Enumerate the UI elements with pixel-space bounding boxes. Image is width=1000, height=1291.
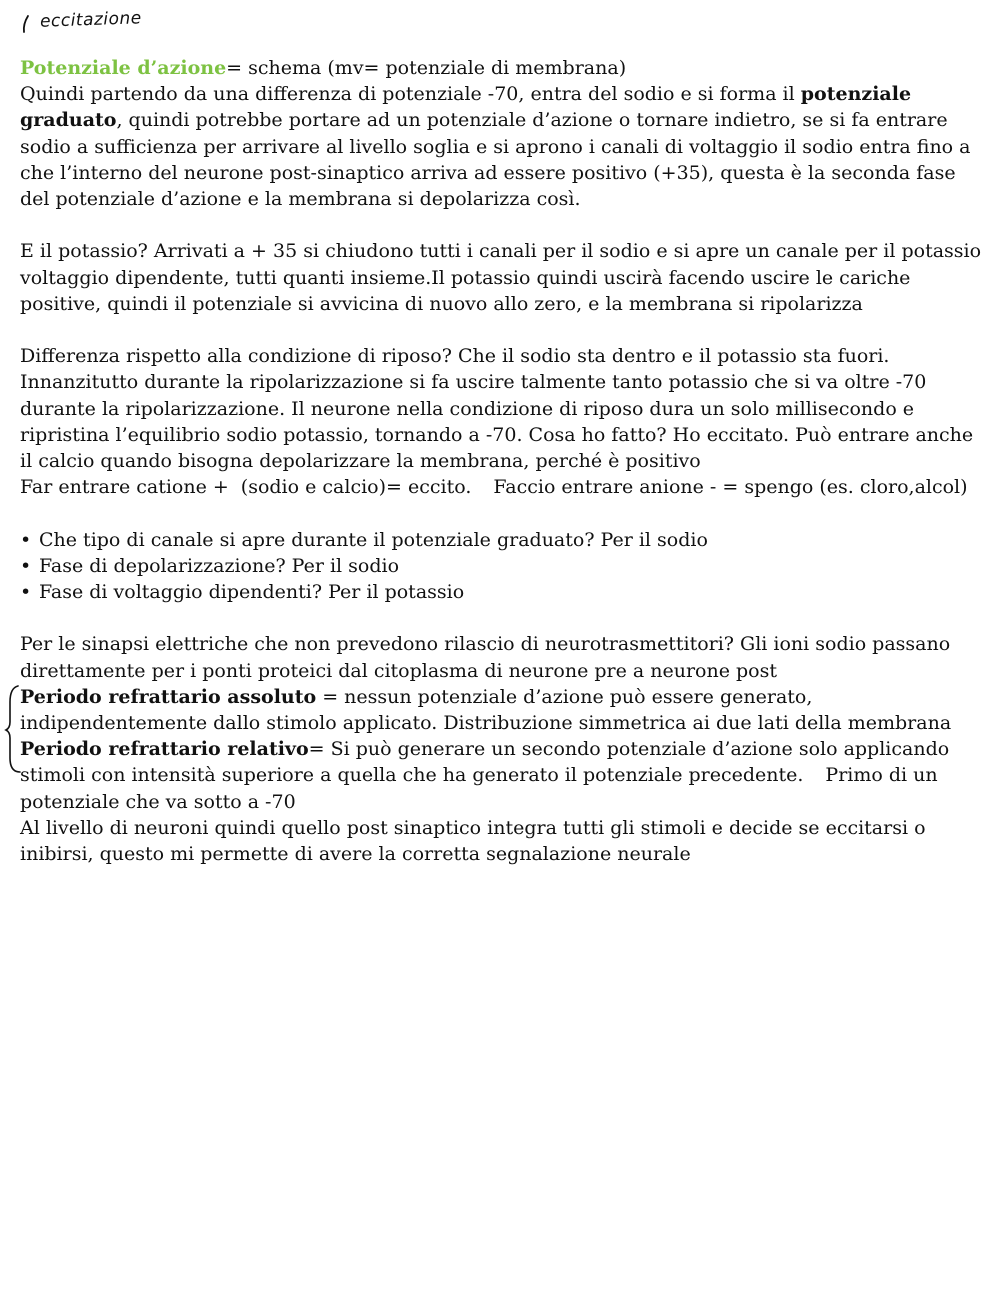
handwritten-note: eccitazione — [39, 8, 143, 32]
paragraph-potassio: E il potassio? Arrivati a + 35 si chiudono tutti i canali per il sodio e si apre un canale per il potassio voltaggio dipendente, tutti quanti insieme.Il potassio quindi uscirà facendo uscire le cariche positive, quindi il potenziale si avvicina di nuovo allo zero, e la membrana si ripolarizza — [20, 240, 982, 315]
paragraph-riposo: Differenza rispetto alla condizione di riposo? Che il sodio sta dentro e il potassio sta fuori. Innanzitutto durante la ripolarizzazione si fa uscire talmente tanto potassio che si va oltre -70 durante la ripolarizzazione. Il neurone nella condizione di riposo dura un solo millisecondo e ripristina l’equilibrio sodio potassio, tornando a -70. Cosa ho fatto? Ho eccitato. Può entrare anche il calcio quando bisogna depolarizzare la membrana, perché è positivo — [20, 345, 974, 473]
heading-potenziale-azione: Potenziale d’azione — [20, 57, 227, 79]
term-refrattario-assoluto: Periodo refrattario assoluto — [20, 685, 317, 708]
paragraph-cationi-anioni: Far entrare catione + (sodio e calcio)= eccito. Faccio entrare anione - = spengo (es. cloro,alcol) — [20, 476, 968, 499]
paragraph-refrattario-assoluto: Periodo refrattario assoluto = nessun potenziale d’azione può essere generato, indipendentemente dallo stimolo applicato. Distribuzione simmetrica ai due lati della membrana — [20, 685, 952, 735]
term-refrattario-relativo: Periodo refrattario relativo — [20, 738, 309, 761]
term-potenziale-graduato: potenziale graduato — [20, 83, 912, 132]
handwritten-tick-mark — [18, 10, 38, 40]
question-list — [20, 527, 985, 606]
list-item: • Fase di depolarizzazione? Per il sodio — [20, 553, 985, 579]
list-item: • Fase di voltaggio dipendenti? Per il potassio — [20, 579, 985, 605]
paragraph-intro: Potenziale d’azione= schema (mv= potenziale di membrana) — [20, 57, 627, 79]
document-body — [20, 55, 985, 867]
list-item: • Che tipo di canale si apre durante il potenziale graduato? Per il sodio — [20, 527, 985, 553]
paragraph-refrattario-relativo: Periodo refrattario relativo= Si può generare un secondo potenziale d’azione solo applicando stimoli con intensità superiore a quella che ha generato il potenziale precedente. Primo di un potenziale che va sotto a -70 — [20, 738, 950, 813]
paragraph-sinapsi-elettriche: Per le sinapsi elettriche che non prevedono rilascio di neurotrasmettitori? Gli ioni sodio passano direttamente per i ponti proteici dal citoplasma di neurone pre a neurone post — [20, 633, 951, 682]
paragraph-conclusione: Al livello di neuroni quindi quello post sinaptico integra tutti gli stimoli e decide se eccitarsi o inibirsi, questo mi permette di avere la corretta segnalazione neurale — [20, 816, 926, 866]
paragraph-potenziale-graduato: Quindi partendo da una differenza di potenziale -70, entra del sodio e si forma il potenziale graduato, quindi potrebbe portare ad un potenziale d’azione o tornare indietro, se si fa entrare sodio a sufficienza per arrivare al livello soglia e si aprono i canali di voltaggio il sodio entra fino a che l’interno del neurone post-sinaptico arriva ad essere positivo (+35), questa è la seconda fase del potenziale d’azione e la membrana si depolarizza così. — [20, 83, 971, 211]
